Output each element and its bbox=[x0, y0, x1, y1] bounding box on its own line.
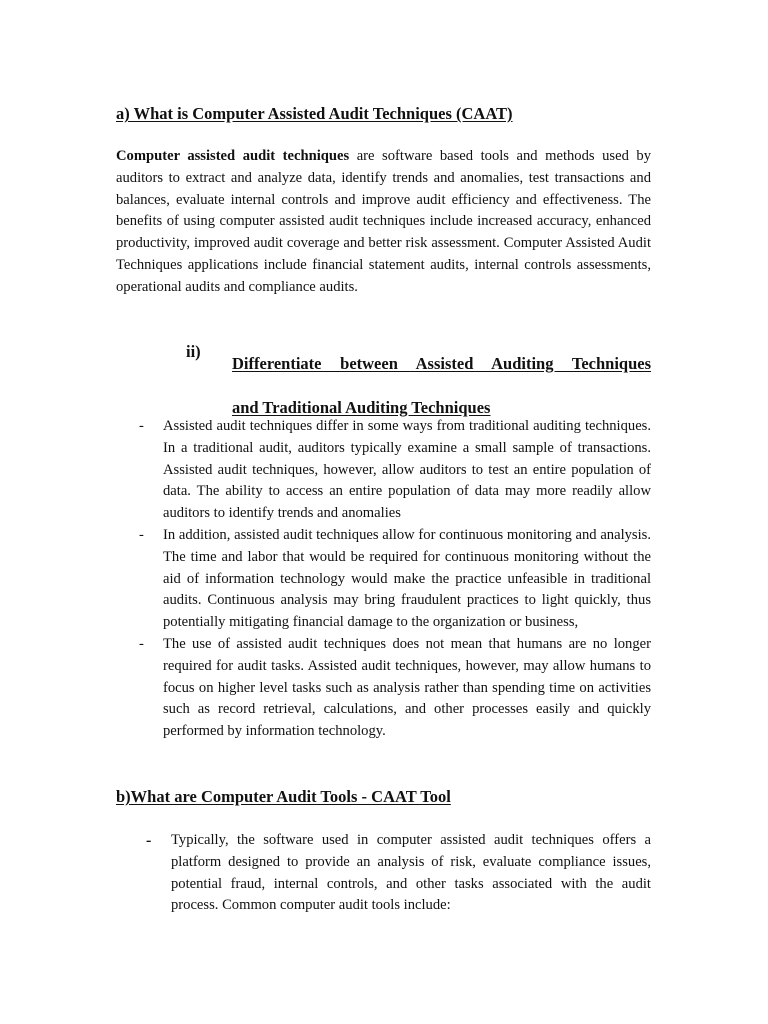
section-b-heading: b)What are Computer Audit Tools - CAAT Tool bbox=[116, 787, 451, 806]
subsection-number: ii) bbox=[186, 342, 201, 361]
list-item bbox=[0, 525, 768, 634]
intro-text: are software based tools and methods used by auditors to extract and analyze data, identify trends and anomalies, test transactions and balances, evaluate internal controls and improve audit efficiency and effectiveness. The benefits of using computer assisted audit techniques include increased accuracy, enhanced productivity, improved audit coverage and better risk assessment. Computer Assisted Audit Techniques applications include financial statement audits, internal controls assessments, operational audits and compliance audits. bbox=[116, 148, 651, 295]
bullet-dash: - bbox=[146, 832, 152, 849]
subsection-title-line1: Differentiate between Assisted Auditing Techniques bbox=[232, 354, 651, 373]
intro-paragraph bbox=[116, 146, 651, 299]
list-item bbox=[0, 416, 768, 525]
bullet-dash: - bbox=[139, 635, 144, 652]
list-item bbox=[0, 830, 768, 917]
bullet-dash: - bbox=[139, 418, 144, 434]
list-item-text: The use of assisted audit techniques does not mean that humans are no longer required for audit tasks. Assisted audit techniques, however, may allow humans to focus on higher level tasks such as analysis rather than spending time on activities such as record retrieval, calculations, and other processes easily and quickly performed by information technology. bbox=[163, 635, 651, 740]
list-item-text: In addition, assisted audit techniques allow for continuous monitoring and analysis. The time and labor that would be required for continuous monitoring without the aid of information technology would make the practice unfeasible in traditional audits. Continuous analysis may bring fraudulent practices to light quickly, thus potentially mitigating financial damage to the organization or business, bbox=[163, 526, 651, 631]
intro-bold-term: Computer assisted audit techniques bbox=[116, 148, 350, 164]
subsection-title-line2: and Traditional Auditing Techniques bbox=[232, 398, 491, 417]
bullet-dash: - bbox=[139, 526, 144, 543]
list-item-text: Assisted audit techniques differ in some ways from traditional auditing techniques. In a traditional audit, auditors typically examine a small sample of transactions. Assisted audit techniques, however, allow auditors to test an entire population of data. The ability to access an entire population of data may more readily allow auditors to identify trends and anomalies bbox=[163, 418, 651, 522]
list-item bbox=[0, 634, 768, 743]
tools-list bbox=[0, 830, 768, 917]
section-a-heading: a) What is Computer Assisted Audit Techniques (CAAT) bbox=[116, 104, 513, 123]
list-item-text: Typically, the software used in computer assisted audit techniques offers a platform designed to provide an analysis of risk, evaluate compliance issues, potential fraud, internal controls, and other tasks associated with the audit process. Common computer audit tools include: bbox=[171, 832, 651, 914]
differences-list bbox=[0, 416, 768, 743]
